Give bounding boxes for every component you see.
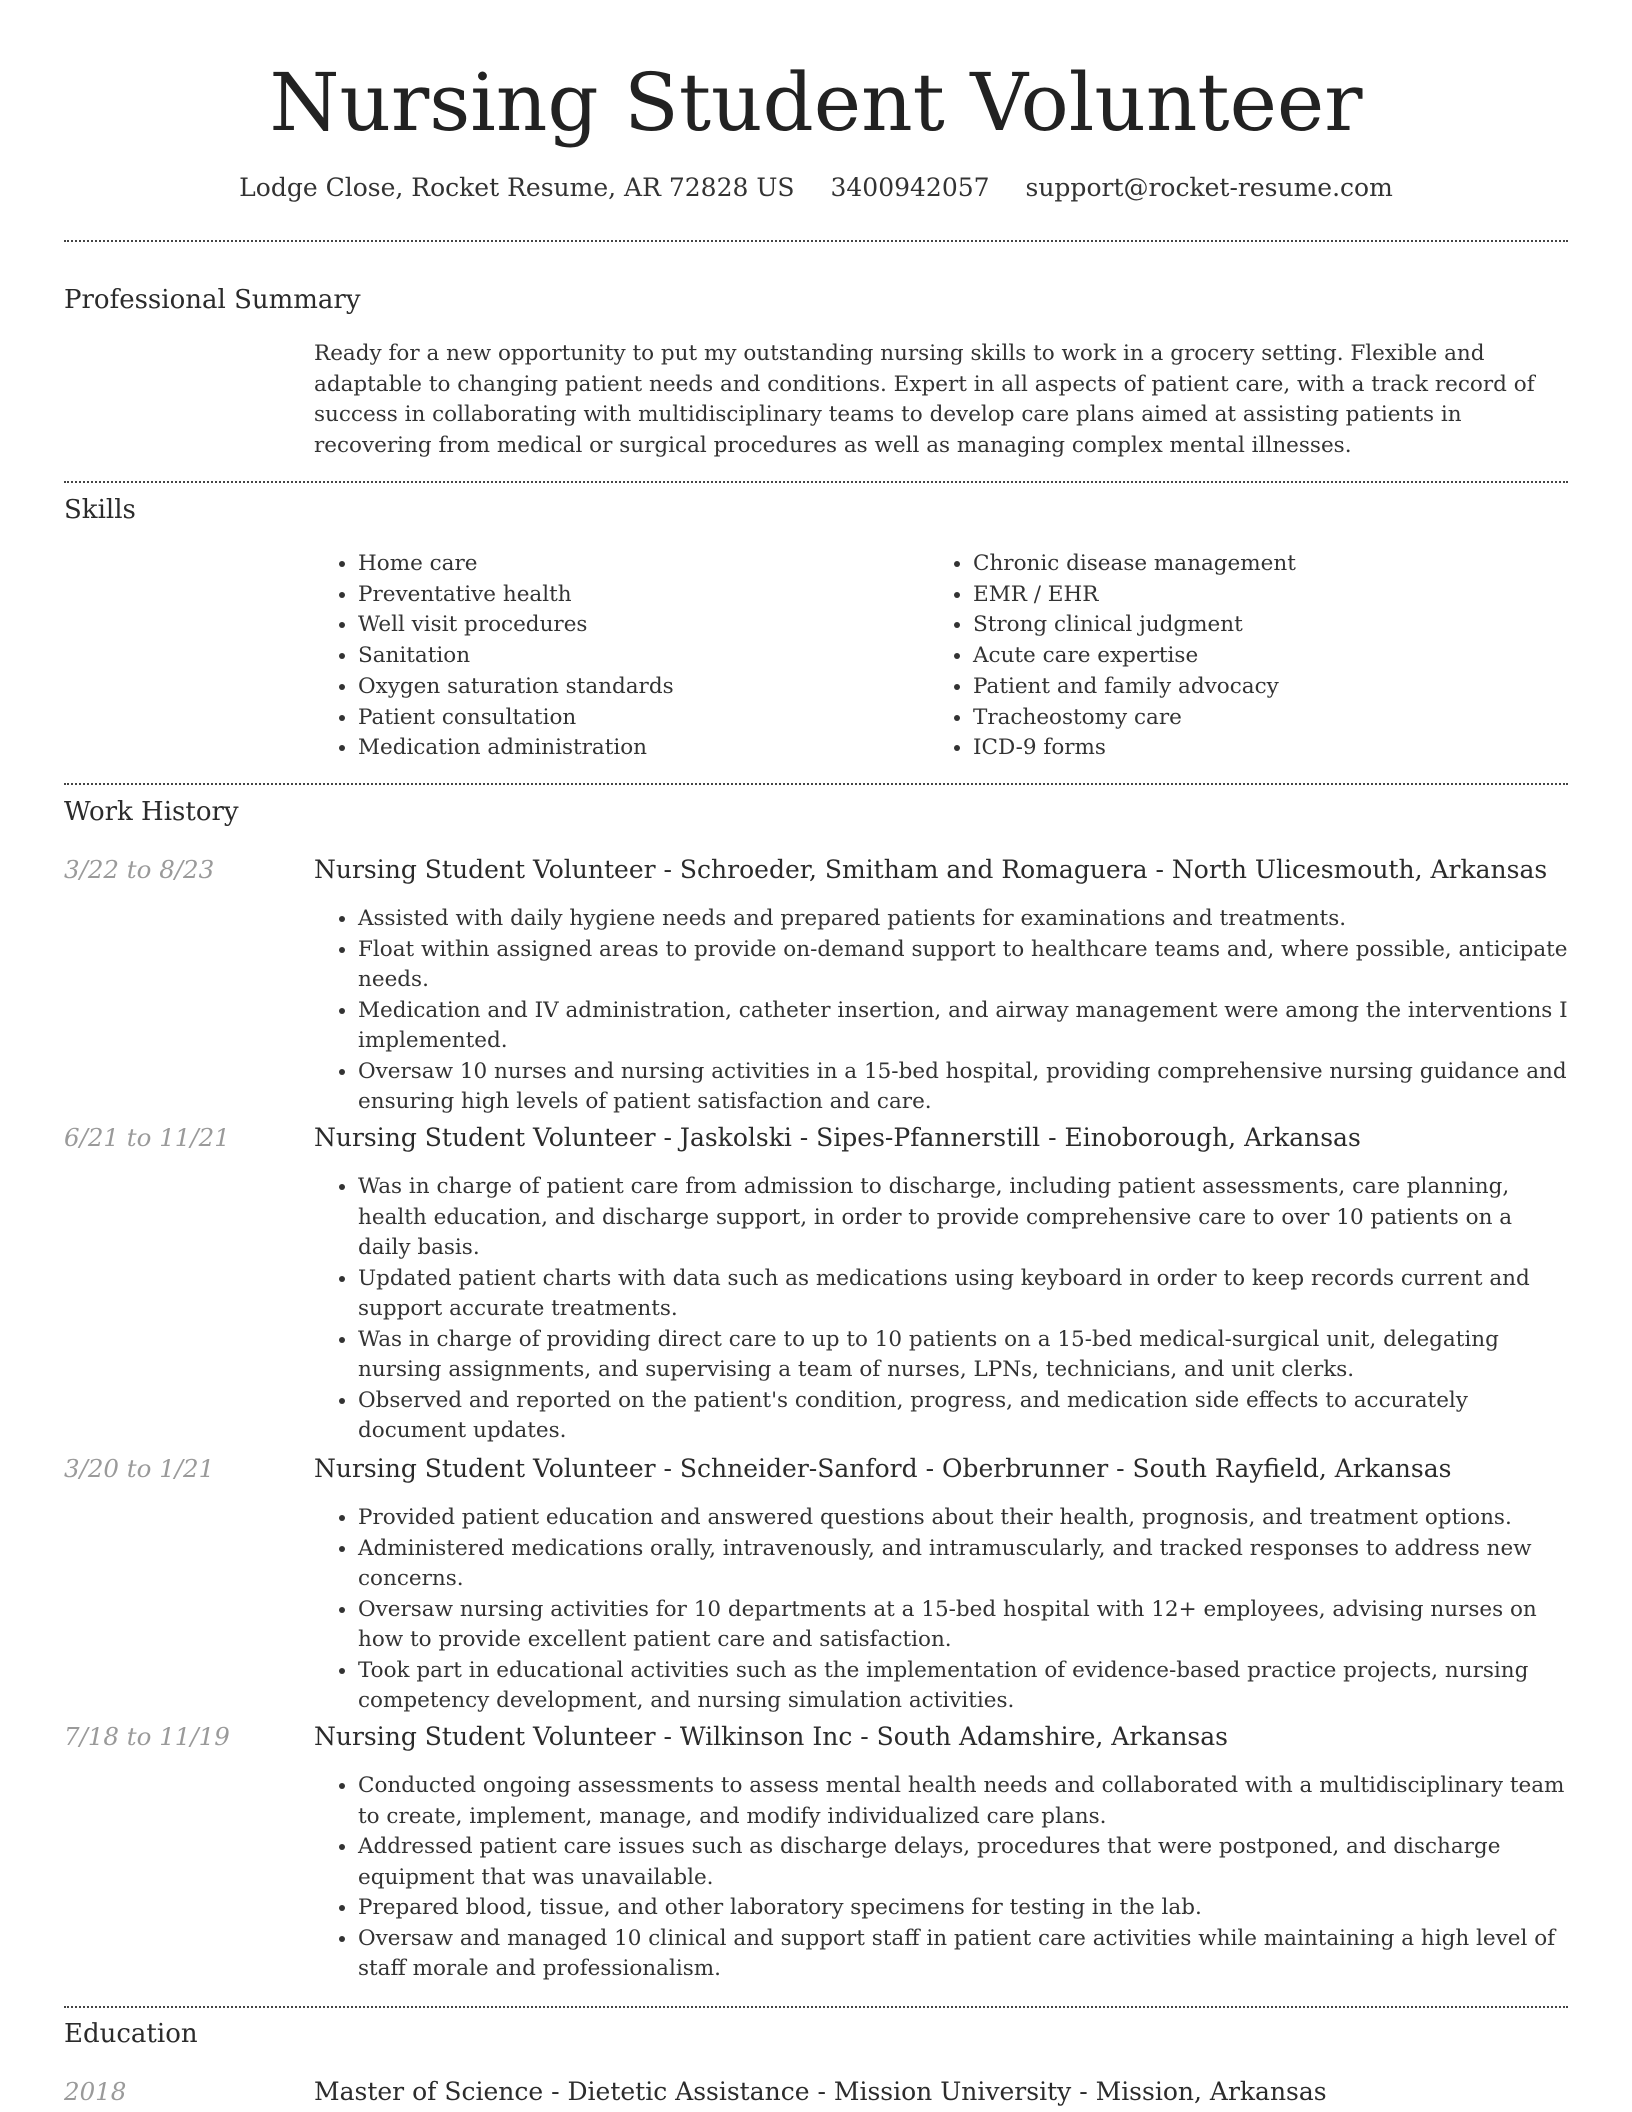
- contact-address: Lodge Close, Rocket Resume, AR 72828 US: [239, 173, 795, 202]
- job-bullet: • Oversaw 10 nurses and nursing activities in a 15-bed hospital, providing comprehensive nursing guidance and ensuring high levels of patient satisfaction and care.: [358, 1057, 1568, 1118]
- skill-item: • Tracheostomy care: [973, 703, 1573, 734]
- job-bullet: • Observed and reported on the patient's condition, progress, and medication side effects to accurately document updates.: [358, 1386, 1568, 1447]
- job-bullet: • Assisted with daily hygiene needs and prepared patients for examinations and treatments.: [358, 904, 1568, 935]
- skills-list-right: [929, 549, 1573, 764]
- job-bullets: [314, 1172, 1568, 1447]
- job-bullet: • Oversaw nursing activities for 10 departments at a 15-bed hospital with 12+ employees, advising nurses on how to provide excellent patient care and satisfaction.: [358, 1595, 1568, 1656]
- job-bullet: • Provided patient education and answered questions about their health, prognosis, and treatment options.: [358, 1503, 1568, 1534]
- job-title: Nursing Student Volunteer: [314, 1123, 656, 1152]
- job-bullet: • Float within assigned areas to provide on-demand support to healthcare teams and, where possible, anticipate needs.: [358, 935, 1568, 996]
- job-bullets: [314, 1503, 1568, 1717]
- skill-item: • Preventative health: [358, 580, 918, 611]
- education-entry: Master of Science - Dietetic Assistance - Mission University - Mission, Arkansas: [314, 2077, 1327, 2106]
- contact-line: [0, 170, 1632, 206]
- job-bullet: • Prepared blood, tissue, and other laboratory specimens for testing in the lab.: [358, 1893, 1568, 1924]
- job-header: [314, 1452, 1568, 1486]
- work-history-heading: Work History: [64, 797, 239, 827]
- contact-email: support@rocket-resume.com: [1025, 173, 1393, 202]
- job-bullet: • Updated patient charts with data such as medications using keyboard in order to keep records current and support accurate treatments.: [358, 1264, 1568, 1325]
- job-bullet: • Took part in educational activities such as the implementation of evidence-based practice projects, nursing competency development, and nursing simulation activities.: [358, 1656, 1568, 1717]
- skills-heading: Skills: [64, 495, 136, 525]
- job-details: - Jaskolski - Sipes-Pfannerstill - Einoborough, Arkansas: [655, 1123, 1361, 1152]
- job-bullet: • Was in charge of patient care from admission to discharge, including patient assessments, care planning, health education, and discharge support, in order to provide comprehensive care to over 10 patients on a daily basis.: [358, 1172, 1568, 1264]
- job-details: - Schroeder, Smitham and Romaguera - North Ulicesmouth, Arkansas: [655, 855, 1548, 884]
- job-dates: 7/18 to 11/19: [64, 1722, 230, 1751]
- job-header: [314, 1720, 1568, 1754]
- summary-text: Ready for a new opportunity to put my outstanding nursing skills to work in a grocery setting. Flexible and adaptable to changing patient needs and conditions. Expert in all aspects of patient care, with a track record of success in collaborating with multidisciplinary teams to develop care plans aimed at assisting patients in recovering from medical or surgical procedures as well as managing complex mental illnesses.: [314, 341, 1535, 458]
- job-details: - Wilkinson Inc - South Adamshire, Arkansas: [655, 1722, 1228, 1751]
- job-bullet: • Conducted ongoing assessments to assess mental health needs and collaborated with a multidisciplinary team to create, implement, manage, and modify individualized care plans.: [358, 1771, 1568, 1832]
- job-title: Nursing Student Volunteer: [314, 855, 656, 884]
- job-bullets: [314, 1771, 1568, 1985]
- job-bullet: • Medication and IV administration, catheter insertion, and airway management were among the interventions I implemented.: [358, 996, 1568, 1057]
- skill-item: • Oxygen saturation standards: [358, 672, 918, 703]
- skill-item: • Sanitation: [358, 641, 918, 672]
- skill-item: • Medication administration: [358, 733, 918, 764]
- summary-heading: Professional Summary: [64, 285, 361, 315]
- skill-item: • Chronic disease management: [973, 549, 1573, 580]
- job-bullet: • Oversaw and managed 10 clinical and support staff in patient care activities while maintaining a high level of staff morale and professionalism.: [358, 1924, 1568, 1985]
- skill-item: • Home care: [358, 549, 918, 580]
- contact-phone: 3400942057: [830, 173, 990, 202]
- job-title: Nursing Student Volunteer: [314, 1722, 656, 1751]
- job-bullets: [314, 904, 1568, 1118]
- skill-item: • Patient and family advocacy: [973, 672, 1573, 703]
- section-divider: [64, 481, 1568, 483]
- job-dates: 6/21 to 11/21: [64, 1123, 230, 1152]
- job-bullet: • Was in charge of providing direct care to up to 10 patients on a 15-bed medical-surgical unit, delegating nursing assignments, and supervising a team of nurses, LPNs, technicians, and unit clerks.: [358, 1325, 1568, 1386]
- candidate-name: Nursing Student Volunteer: [269, 56, 1363, 149]
- skill-item: • Patient consultation: [358, 703, 918, 734]
- job-header: [314, 853, 1568, 887]
- section-divider: [64, 240, 1568, 242]
- job-dates: 3/22 to 8/23: [64, 855, 215, 884]
- job-details: - Schneider-Sanford - Oberbrunner - South Rayfield, Arkansas: [655, 1454, 1452, 1483]
- section-divider: [64, 2006, 1568, 2008]
- skill-item: • EMR / EHR: [973, 580, 1573, 611]
- job-header: [314, 1121, 1568, 1155]
- education-year: 2018: [64, 2077, 127, 2106]
- job-dates: 3/20 to 1/21: [64, 1454, 215, 1483]
- skills-list-left: [314, 549, 918, 764]
- skill-item: • Strong clinical judgment: [973, 610, 1573, 641]
- skill-item: • ICD-9 forms: [973, 733, 1573, 764]
- skill-item: • Acute care expertise: [973, 641, 1573, 672]
- job-bullet: • Administered medications orally, intravenously, and intramuscularly, and tracked responses to address new concerns.: [358, 1534, 1568, 1595]
- education-heading: Education: [64, 2019, 198, 2049]
- section-divider: [64, 783, 1568, 785]
- job-title: Nursing Student Volunteer: [314, 1454, 656, 1483]
- skill-item: • Well visit procedures: [358, 610, 918, 641]
- job-bullet: • Addressed patient care issues such as discharge delays, procedures that were postponed, and discharge equipment that was unavailable.: [358, 1832, 1568, 1893]
